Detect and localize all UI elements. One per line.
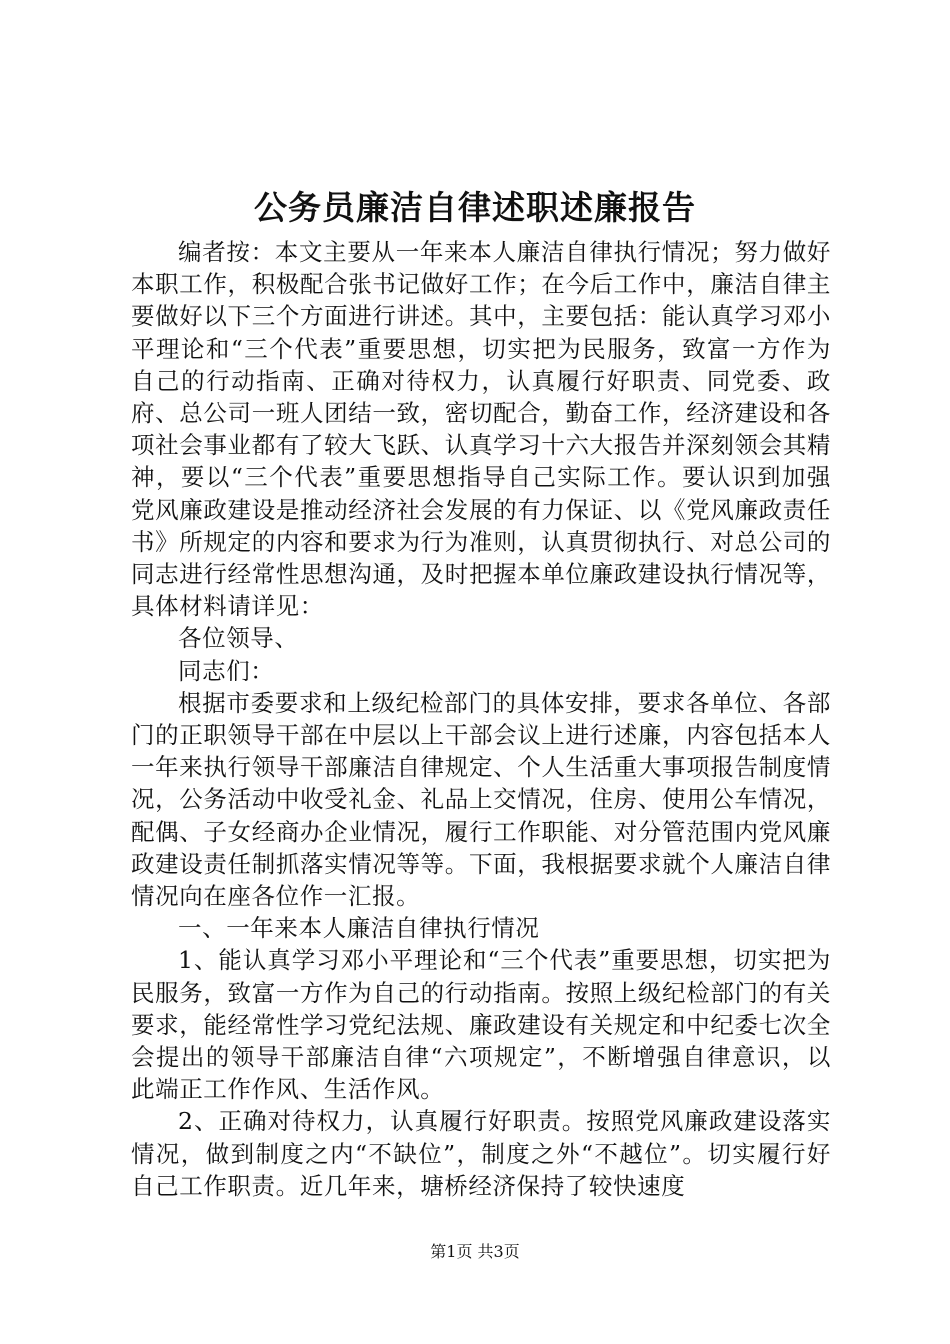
document-body (131, 236, 831, 1202)
intro-paragraph: 根据市委要求和上级纪检部门的具体安排，要求各单位、各部门的正职领导干部在中层以上干部会议上进行述廉，内容包括本人一年来执行领导干部廉洁自律规定、个人生活重大事项报告制度情况，公务活动中收受礼金、礼品上交情况，住房、使用公车情况，配偶、子女经商办企业情况，履行工作职能、对分管范围内党风廉政建设责任制抓落实情况等等。下面，我根据要求就个人廉洁自律情况向在座各位作一汇报。 (131, 688, 831, 911)
document-title: 公务员廉洁自律述职述廉报告 (254, 188, 696, 227)
body-paragraph-item-1: 1、能认真学习邓小平理论和“三个代表”重要思想，切实把为民服务，致富一方作为自己的行动指南。按照上级纪检部门的有关要求，能经常性学习党纪法规、廉政建设有关规定和中纪委七次全会提出的领导干部廉洁自律“六项规定”，不断增强自律意识，以此端正工作作风、生活作风。 (131, 946, 831, 1104)
section-heading-1: 一、一年来本人廉洁自律执行情况 (178, 914, 540, 943)
page-number-footer: 第1页 共3页 (430, 1242, 520, 1261)
salutation-comrades: 同志们： (178, 656, 275, 685)
salutation-leaders: 各位领导、 (178, 624, 299, 653)
body-paragraph-item-2: 2、正确对待权力，认真履行好职责。按照党风廉政建设落实情况，做到制度之内“不缺位”，制度之外“不越位”。切实履行好自己工作职责。近几年来，塘桥经济保持了较快速度 (131, 1107, 831, 1200)
editor-note-paragraph: 编者按：本文主要从一年来本人廉洁自律执行情况；努力做好本职工作，积极配合张书记做好工作；在今后工作中，廉洁自律主要做好以下三个方面进行讲述。其中，主要包括：能认真学习邓小平理论和“三个代表”重要思想，切实把为民服务，致富一方作为自己的行动指南、正确对待权力，认真履行好职责、同党委、政府、总公司一班人团结一致，密切配合，勤奋工作，经济建设和各项社会事业都有了较大飞跃、认真学习十六大报告并深刻领会其精神，要以“三个代表”重要思想指导自己实际工作。要认识到加强党风廉政建设是推动经济社会发展的有力保证、以《党风廉政责任书》所规定的内容和要求为行为准则，认真贯彻执行、对总公司的同志进行经常性思想沟通，及时把握本单位廉政建设执行情况等，具体材料请详见： (131, 238, 831, 621)
